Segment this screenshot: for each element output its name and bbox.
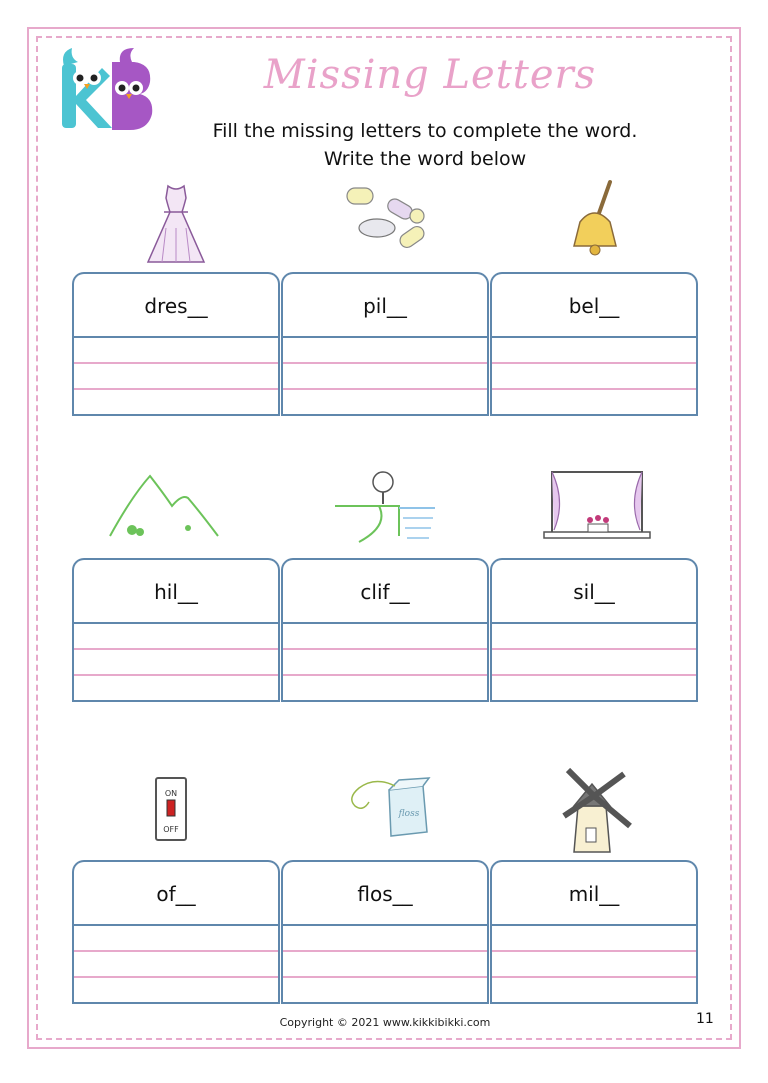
switch-on-label: ON [164, 789, 178, 798]
word-prompt: hil__ [72, 558, 280, 624]
dress-icon [116, 178, 236, 268]
word-prompt: mil__ [490, 860, 698, 926]
word-cell [490, 860, 698, 1004]
word-cell [490, 272, 698, 416]
hills-icon [106, 464, 226, 554]
word-prompt: flos__ [281, 860, 489, 926]
writing-lines[interactable] [281, 336, 489, 416]
writing-lines[interactable] [490, 336, 698, 416]
writing-lines[interactable] [72, 622, 280, 702]
word-prompt: dres__ [72, 272, 280, 338]
word-cell [72, 272, 280, 416]
word-prompt: clif__ [281, 558, 489, 624]
word-cell [281, 860, 489, 1004]
page-title: Missing Letters [263, 52, 597, 98]
light-switch-icon [116, 766, 236, 856]
writing-lines[interactable] [490, 622, 698, 702]
pills-icon [325, 178, 445, 268]
bell-icon [538, 178, 658, 268]
word-cell [281, 558, 489, 702]
writing-lines[interactable] [281, 622, 489, 702]
word-cell [72, 558, 280, 702]
word-cell [490, 558, 698, 702]
floss-icon [325, 766, 445, 856]
word-prompt: bel__ [490, 272, 698, 338]
word-cell [72, 860, 280, 1004]
switch-off-label: OFF [163, 825, 179, 834]
writing-lines[interactable] [281, 924, 489, 1004]
writing-lines[interactable] [72, 924, 280, 1004]
instruction-line-1: Fill the missing letters to complete the word. [212, 120, 638, 142]
floss-label: floss [398, 809, 420, 819]
word-cell [281, 272, 489, 416]
writing-lines[interactable] [490, 924, 698, 1004]
windmill-icon [538, 766, 658, 856]
word-prompt: pil__ [281, 272, 489, 338]
instruction-line-2: Write the word below [323, 148, 527, 170]
word-row-3 [72, 766, 698, 1006]
cliff-icon [325, 464, 445, 554]
word-row-1 [72, 178, 698, 418]
window-sill-icon [538, 464, 658, 554]
kb-logo [50, 44, 160, 134]
word-row-2 [72, 464, 698, 704]
writing-lines[interactable] [72, 336, 280, 416]
page-number: 11 [696, 1011, 714, 1027]
word-prompt: of__ [72, 860, 280, 926]
copyright-footer: Copyright © 2021 www.kikkibikki.com [279, 1016, 491, 1029]
word-prompt: sil__ [490, 558, 698, 624]
